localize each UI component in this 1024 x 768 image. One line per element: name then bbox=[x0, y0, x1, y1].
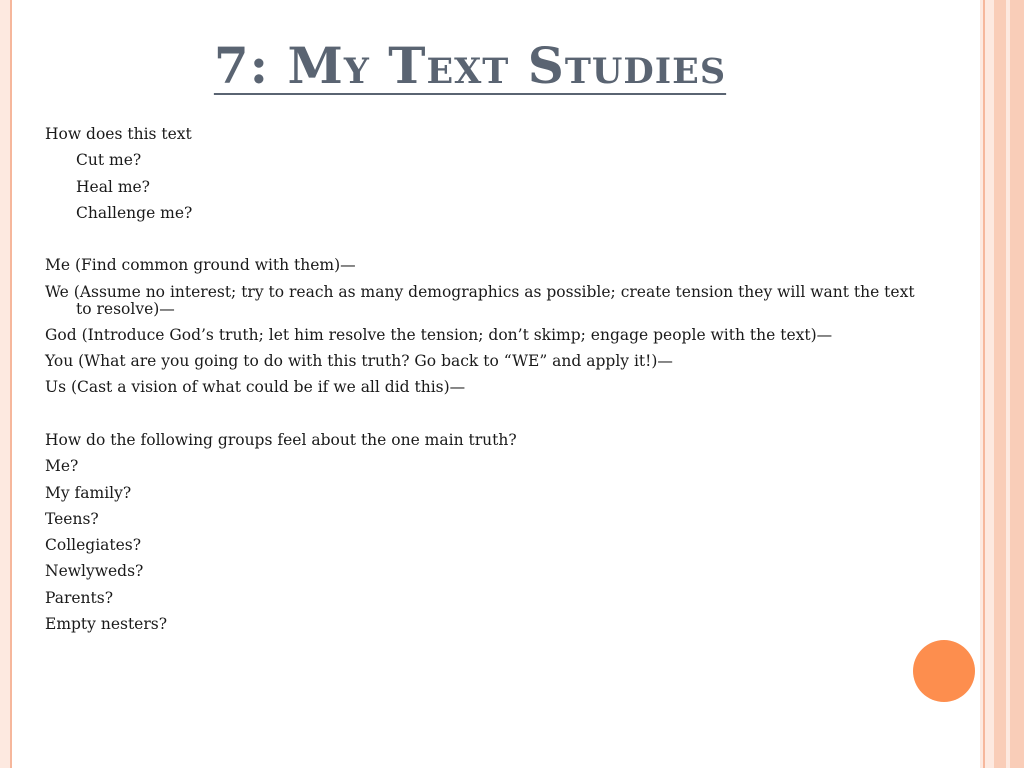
body-line: Teens? bbox=[45, 509, 99, 528]
body-line: You (What are you going to do with this truth? Go back to “WE” and apply it!)— bbox=[45, 352, 673, 371]
body-line: How do the following groups feel about the one main truth? bbox=[45, 430, 517, 449]
body-line: God (Introduce God’s truth; let him resolve the tension; don’t skimp; engage people with the text)— bbox=[45, 325, 833, 344]
body-line: Me? bbox=[45, 457, 79, 476]
body-line: Heal me? bbox=[76, 177, 150, 196]
slide-title: 7: My Text Studies bbox=[213, 36, 727, 95]
body-line: Empty nesters? bbox=[45, 615, 168, 634]
body-line: Challenge me? bbox=[76, 203, 193, 222]
left-border-decoration bbox=[0, 0, 12, 768]
body-line: Parents? bbox=[45, 588, 114, 607]
body-line: Cut me? bbox=[76, 151, 142, 170]
orange-circle-decoration bbox=[913, 640, 975, 702]
body-line: How does this text bbox=[45, 125, 192, 143]
spacer bbox=[45, 401, 925, 427]
body-line: Newlyweds? bbox=[45, 562, 144, 581]
spacer bbox=[45, 226, 925, 252]
slide-body bbox=[45, 121, 925, 637]
body-line: We (Assume no interest; try to reach as many demographics as possible; create tension they will want the text to resolve)— bbox=[45, 282, 915, 318]
body-line: Us (Cast a vision of what could be if we all did this)— bbox=[45, 378, 466, 397]
body-line: Me (Find common ground with them)— bbox=[45, 256, 356, 275]
right-border-stripes bbox=[980, 0, 1024, 768]
body-line: Collegiates? bbox=[45, 536, 142, 555]
body-line: My family? bbox=[45, 483, 132, 502]
